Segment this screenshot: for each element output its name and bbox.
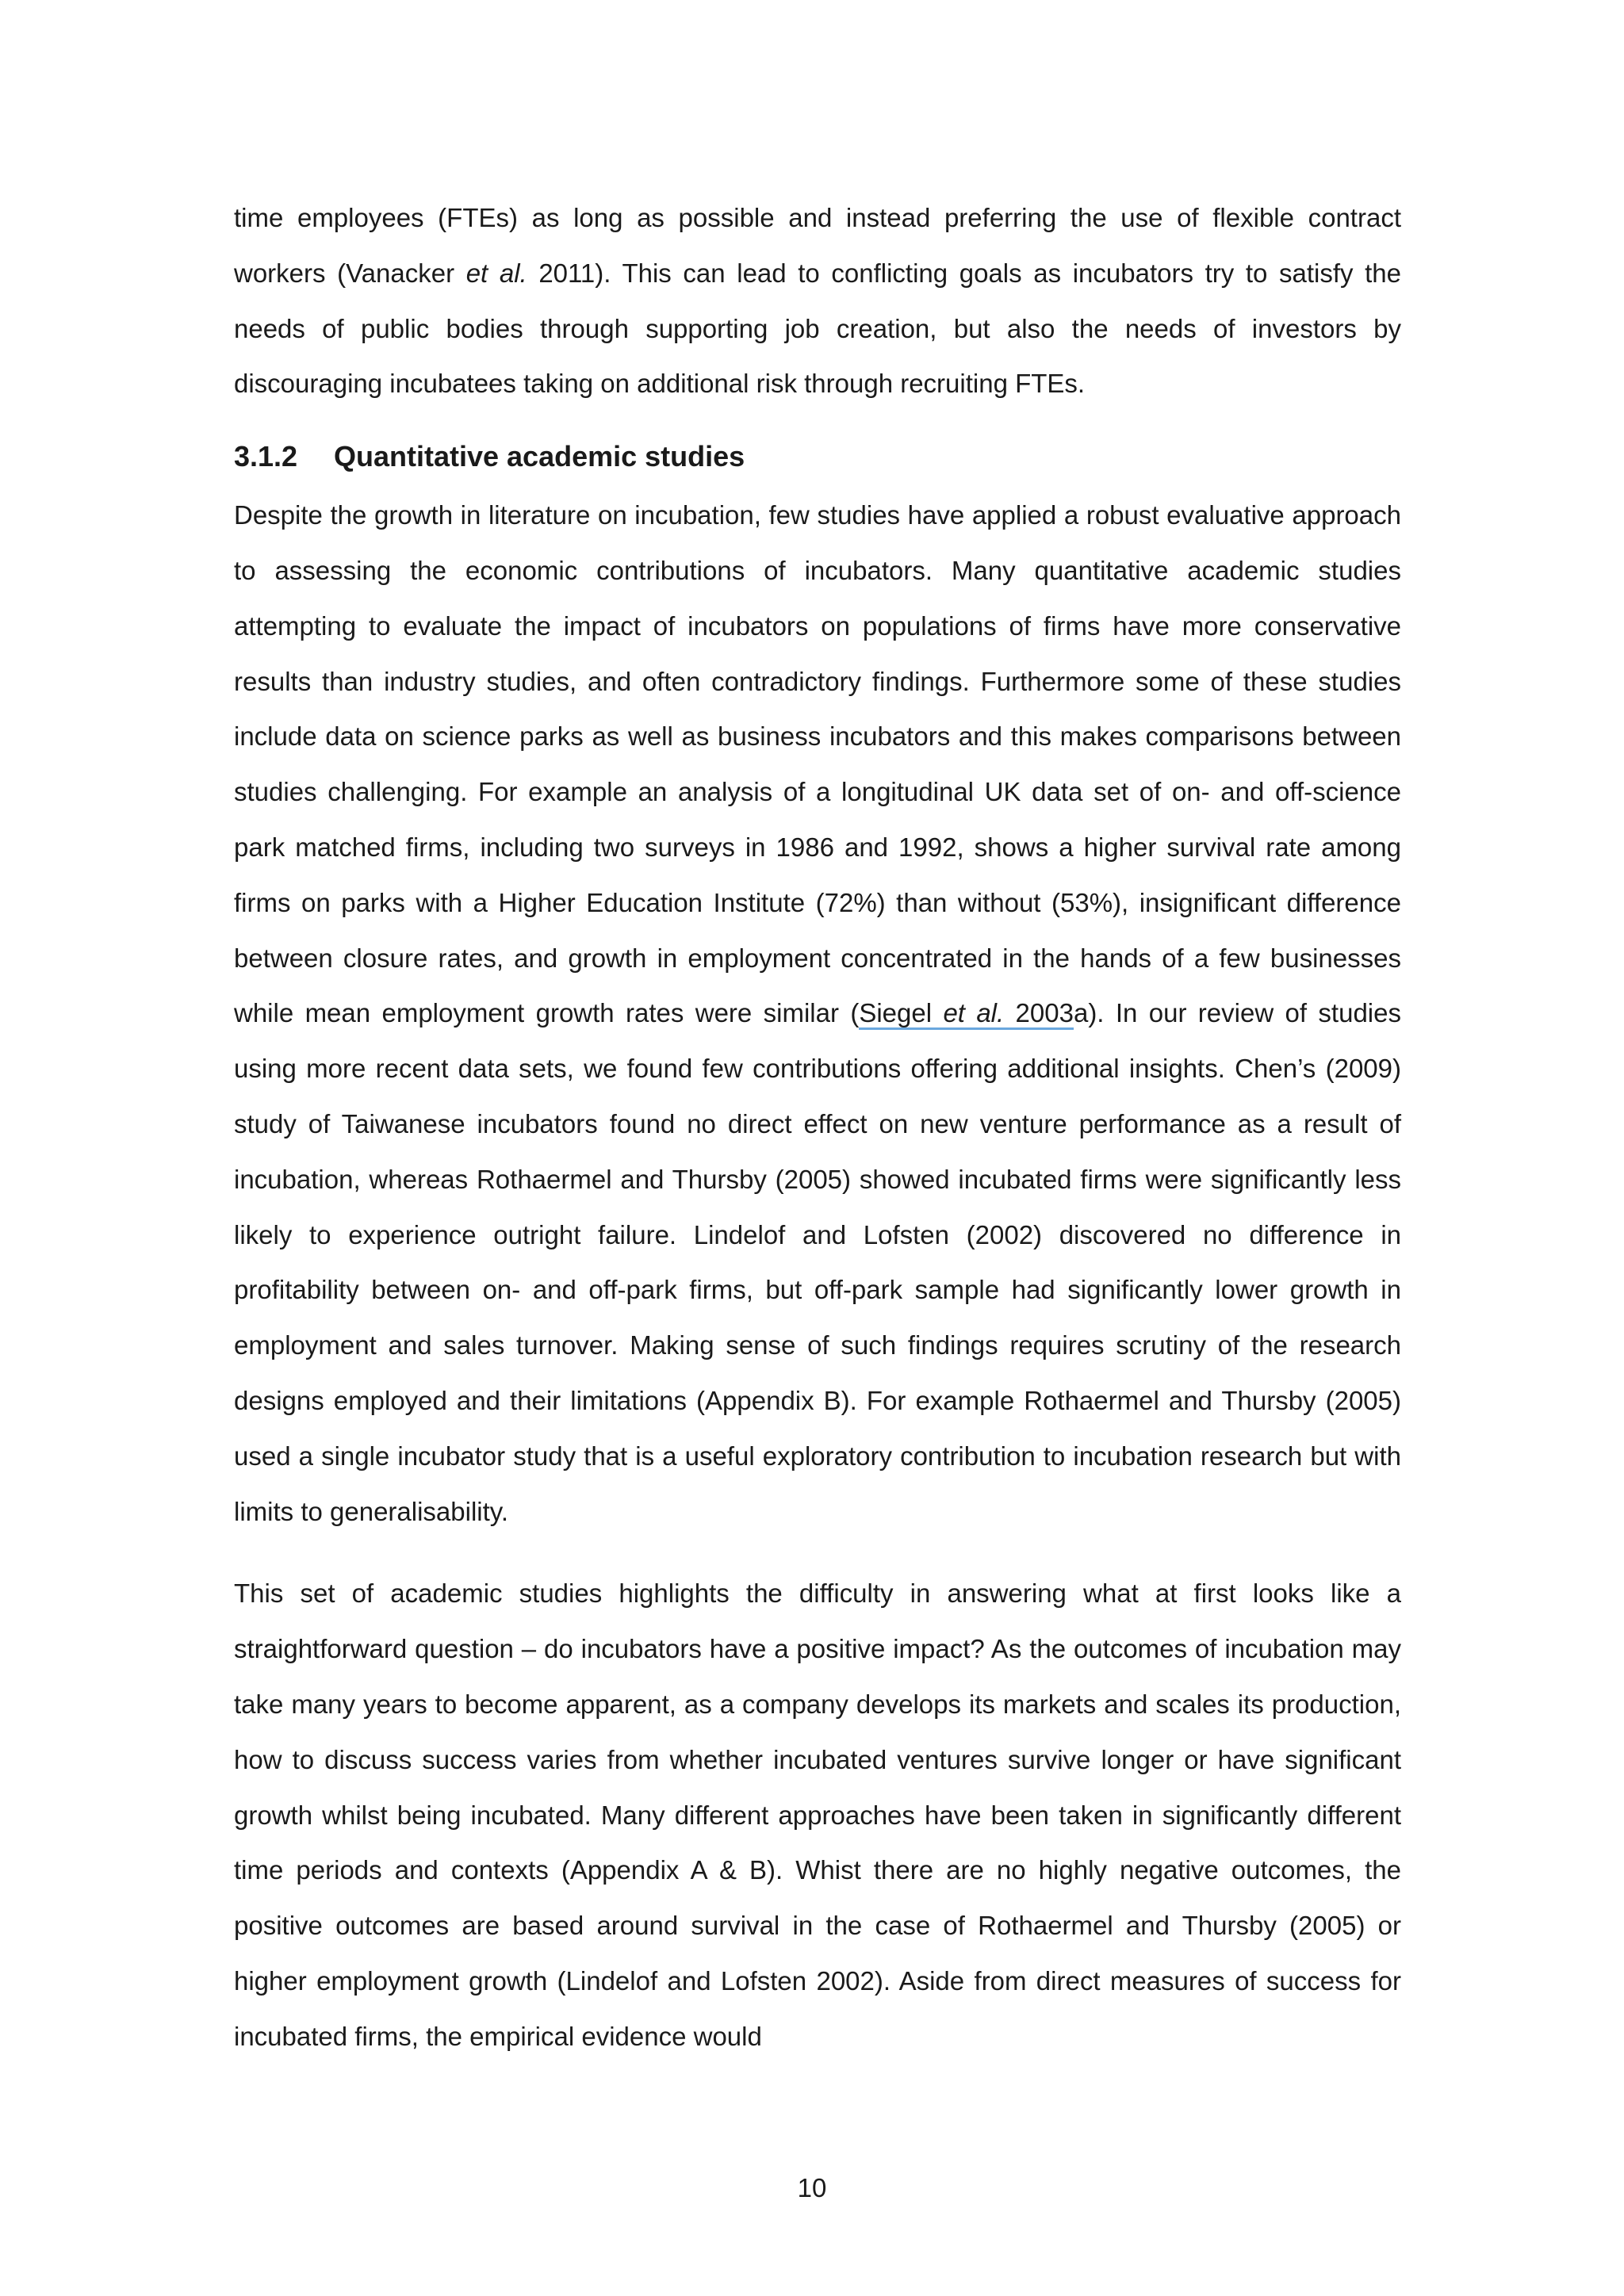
section-number: 3.1.2 (234, 440, 298, 473)
paragraph-text: 2011). This can lead to conflicting goals as incubators try to satisfy the needs of public bodies through supporting job creation, but also the needs of investors by discouraging incubatees taking on additional risk through recruiting FTEs. (234, 258, 1401, 399)
citation-year: 2003 (1004, 998, 1074, 1028)
citation-text: Siegel (859, 998, 944, 1028)
paragraph-text: Despite the growth in literature on incubation, few studies have applied a robust evaluative approach to assessing the economic contributions of incubators. Many quantitative academic studies attempting to evaluate the impact of incubators on populations of firms have more conservative results than industry studies, and often contradictory findings. Furthermore some of these studies include data on science parks as well as business incubators and this makes comparisons between studies challenging. For example an analysis of a longitudinal UK data set of on- and off-science park matched firms, including two surveys in 1986 and 1992, shows a higher survival rate among firms on parks with a Higher Education Institute (72%) than without (53%), insignificant difference between closure rates, and growth in employment concentrated in the hands of a few businesses while mean employment growth rates were similar ( (234, 500, 1401, 1028)
paragraph-text: time employees (FTEs) as long as possible and instead preferring the use of flexible contract workers (Vanacker (234, 203, 1401, 288)
paragraph-intro (234, 190, 1401, 411)
section-heading (234, 429, 1401, 484)
italic-text: et al. (465, 258, 527, 288)
section-title: Quantitative academic studies (334, 440, 745, 473)
page-number: 10 (797, 2173, 827, 2202)
paragraph-text: a). In our review of studies using more recent data sets, we found few contributions offering additional insights. Chen’s (2009) study of Taiwanese incubators found no direct effect on new venture performance as a result of incubation, whereas Rothaermel and Thursby (2005) showed incubated firms were significantly less likely to experience outright failure. Lindelof and Lofsten (2002) discovered no difference in profitability between on- and off-park firms, but off-park sample had significantly lower growth in employment and sales turnover. Making sense of such findings requires scrutiny of the research designs employed and their limitations (Appendix B). For example Rothaermel and Thursby (2005) used a single incubator study that is a useful exploratory contribution to incubation research but with limits to generalisability. (234, 998, 1401, 1526)
citation-link-siegel[interactable] (859, 998, 1074, 1030)
paragraph-quantitative-studies (234, 488, 1401, 1539)
paragraph-academic-studies: This set of academic studies highlights the difficulty in answering what at first looks like a straightforward question – do incubators have a positive impact? As the outcomes of incubation may take many years to become apparent, as a company develops its markets and scales its production, how to discuss success varies from whether incubated ventures survive longer or have significant growth whilst being incubated. Many different approaches have been taken in significantly different time periods and contexts (Appendix A & B). Whist there are no highly negative outcomes, the positive outcomes are based around survival in the case of Rothaermel and Thursby (2005) or higher employment growth (Lindelof and Lofsten 2002). Aside from direct measures of success for incubated firms, the empirical evidence would (234, 1578, 1401, 2051)
citation-italic: et al. (943, 998, 1005, 1028)
document-page (234, 190, 1401, 2064)
